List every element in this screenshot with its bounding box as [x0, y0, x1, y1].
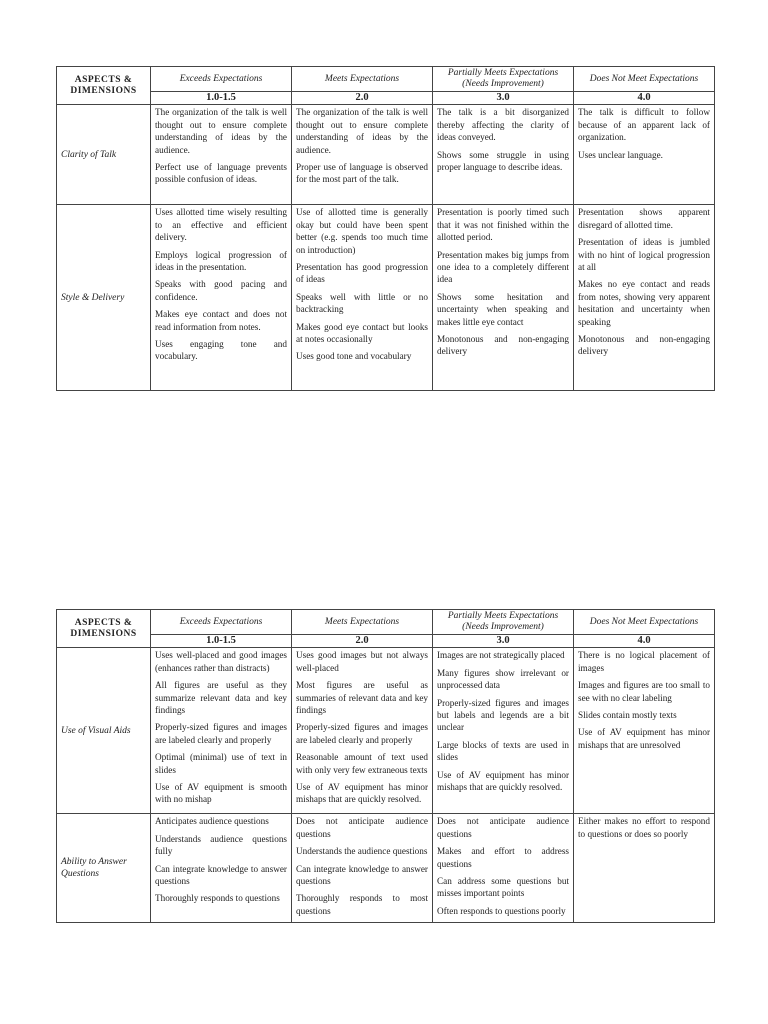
aspect-name: Use of Visual Aids — [57, 648, 151, 814]
criterion-text: Understands audience questions fully — [155, 833, 287, 857]
rubric-cell — [574, 648, 715, 814]
criterion-text: Presentation is poorly timed such that it was not finished within the allotted period. — [437, 207, 569, 243]
aspects-dimensions-header: ASPECTS & DIMENSIONS — [57, 610, 151, 648]
level-meets-header: Meets Expectations — [292, 67, 433, 92]
criterion-text: Properly-sized figures and images are labeled clearly and properly — [296, 722, 428, 745]
rubric-cell — [433, 648, 574, 814]
rubric-cell — [151, 105, 292, 205]
level-exceeds-header: Exceeds Expectations — [151, 610, 292, 635]
rubric-row-style-delivery — [57, 205, 715, 391]
criterion-text: The organization of the talk is well thought out to ensure complete understanding of ideas by the audience. — [155, 107, 287, 155]
criterion-text: Uses well-placed and good images (enhances rather than distracts) — [155, 650, 287, 673]
header-row — [57, 67, 715, 92]
criterion-text: Thoroughly responds to most questions — [296, 893, 428, 916]
criterion-text: Use of allotted time is generally okay but could have been spent better (e.g. spends too much time on introduction) — [296, 207, 428, 255]
criterion-text: Shows some struggle in using proper language to describe ideas. — [437, 149, 569, 173]
criterion-text: Proper use of language is observed for the most part of the talk. — [296, 162, 428, 185]
rubric-cell — [292, 814, 433, 923]
level-exceeds-header: Exceeds Expectations — [151, 67, 292, 92]
score-meets: 2.0 — [292, 635, 433, 648]
criterion-text: Uses good images but not always well-placed — [296, 650, 428, 673]
criterion-text: Can integrate knowledge to answer questions — [155, 863, 287, 887]
score-meets: 2.0 — [292, 92, 433, 105]
criterion-text: Monotonous and non-engaging delivery — [578, 334, 710, 357]
criterion-text: Images and figures are too small to see with no clear labeling — [578, 680, 710, 703]
criterion-text: Uses unclear language. — [578, 149, 663, 160]
criterion-text: Understands the audience questions — [296, 846, 428, 857]
criterion-text: Many figures show irrelevant or unprocessed data — [437, 667, 569, 691]
criterion-text: Can integrate knowledge to answer questions — [296, 863, 428, 887]
criterion-text: Optimal (minimal) use of text in slides — [155, 752, 287, 775]
rubric-cell — [433, 205, 574, 391]
rubric-cell — [433, 814, 574, 923]
criterion-text: Speaks with good pacing and confidence. — [155, 279, 287, 302]
rubric-cell — [292, 105, 433, 205]
rubric-cell — [574, 205, 715, 391]
score-row — [57, 635, 715, 648]
score-partially: 3.0 — [433, 635, 574, 648]
aspect-name: Clarity of Talk — [57, 105, 151, 205]
level-does-not-meet-header: Does Not Meet Expectations — [574, 67, 715, 92]
criterion-text: Thoroughly responds to questions — [155, 893, 280, 904]
criterion-text: Shows some hesitation and uncertainty when speaking and makes little eye contact — [437, 291, 569, 327]
criterion-text: Uses good tone and vocabulary — [296, 351, 412, 362]
score-exceeds: 1.0-1.5 — [151, 92, 292, 105]
level-meets-header: Meets Expectations — [292, 610, 433, 635]
score-does-not-meet: 4.0 — [574, 635, 715, 648]
criterion-text: The organization of the talk is well thought out to ensure complete understanding of ideas by the audience. — [296, 107, 428, 155]
criterion-text: Often responds to questions poorly — [437, 905, 566, 916]
rubric-cell — [574, 105, 715, 205]
criterion-text: Does not anticipate audience questions — [437, 816, 569, 839]
criterion-text: Uses engaging tone and vocabulary. — [155, 339, 287, 362]
criterion-text: Large blocks of texts are used in slides — [437, 739, 569, 763]
criterion-text: Makes no eye contact and reads from notes, showing very apparent hesitation and uncertainty when speaking — [578, 279, 710, 327]
criterion-text: Presentation has good progression of ideas — [296, 262, 428, 285]
rubric-cell — [151, 205, 292, 391]
score-partially: 3.0 — [433, 92, 574, 105]
criterion-text: Anticipates audience questions — [155, 816, 269, 827]
criterion-text: Properly-sized figures and images are labeled clearly and properly — [155, 722, 287, 745]
criterion-text: Images are not strategically placed — [437, 650, 565, 661]
criterion-text: Slides contain mostly texts — [578, 710, 677, 721]
criterion-text: Reasonable amount of text used with only very few extraneous texts — [296, 752, 428, 775]
rubric-table-1 — [56, 66, 715, 391]
criterion-text: Can address some questions but misses important points — [437, 876, 569, 899]
criterion-text: Perfect use of language prevents possible confusion of ideas. — [155, 162, 287, 185]
rubric-cell — [151, 648, 292, 814]
score-does-not-meet: 4.0 — [574, 92, 715, 105]
criterion-text: Use of AV equipment has minor mishaps that are quickly resolved. — [437, 769, 569, 793]
criterion-text: Monotonous and non-engaging delivery — [437, 334, 569, 357]
rubric-cell — [292, 205, 433, 391]
aspects-dimensions-header: ASPECTS & DIMENSIONS — [57, 67, 151, 105]
criterion-text: Makes good eye contact but looks at notes occasionally — [296, 321, 428, 345]
aspect-name: Ability to Answer Questions — [57, 814, 151, 923]
score-exceeds: 1.0-1.5 — [151, 635, 292, 648]
level-partially-header: Partially Meets Expectations (Needs Improvement) — [433, 67, 574, 92]
criterion-text: Use of AV equipment is smooth with no mishap — [155, 782, 287, 805]
criterion-text: Does not anticipate audience questions — [296, 816, 428, 839]
criterion-text: Speaks well with little or no backtracking — [296, 291, 428, 315]
criterion-text: Presentation shows apparent disregard of allotted time. — [578, 207, 710, 230]
criterion-text: Presentation of ideas is jumbled with no hint of logical progression at all — [578, 237, 710, 273]
criterion-text: Employs logical progression of ideas in the presentation. — [155, 249, 287, 273]
aspect-name: Style & Delivery — [57, 205, 151, 391]
level-partially-header: Partially Meets Expectations (Needs Improvement) — [433, 610, 574, 635]
rubric-cell — [292, 648, 433, 814]
criterion-text: Makes and effort to address questions — [437, 846, 569, 869]
criterion-text: Uses allotted time wisely resulting to an effective and efficient delivery. — [155, 207, 287, 243]
rubric-row-answer-questions — [57, 814, 715, 923]
criterion-text: Makes eye contact and does not read information from notes. — [155, 309, 287, 332]
criterion-text: There is no logical placement of images — [578, 650, 710, 673]
rubric-table-2 — [56, 609, 715, 923]
criterion-text: All figures are useful as they summarize relevant data and key findings — [155, 680, 287, 716]
criterion-text: Properly-sized figures and images but labels and legends are a bit unclear — [437, 697, 569, 733]
rubric-cell — [151, 814, 292, 923]
level-does-not-meet-header: Does Not Meet Expectations — [574, 610, 715, 635]
criterion-text: Presentation makes big jumps from one idea to a completely different idea — [437, 249, 569, 285]
criterion-text: The talk is difficult to follow because of an apparent lack of organization. — [578, 107, 710, 143]
rubric-row-clarity — [57, 105, 715, 205]
rubric-cell — [574, 814, 715, 923]
criterion-text: Use of AV equipment has minor mishaps that are unresolved — [578, 727, 710, 750]
rubric-cell — [433, 105, 574, 205]
header-row — [57, 610, 715, 635]
criterion-text: Most figures are useful as summaries of relevant data and key findings — [296, 680, 428, 716]
rubric-row-visual-aids — [57, 648, 715, 814]
criterion-text: Either makes no effort to respond to questions or does so poorly — [578, 816, 710, 839]
criterion-text: Use of AV equipment has minor mishaps that are quickly resolved. — [296, 782, 428, 805]
score-row — [57, 92, 715, 105]
criterion-text: The talk is a bit disorganized thereby affecting the clarity of ideas conveyed. — [437, 107, 569, 143]
